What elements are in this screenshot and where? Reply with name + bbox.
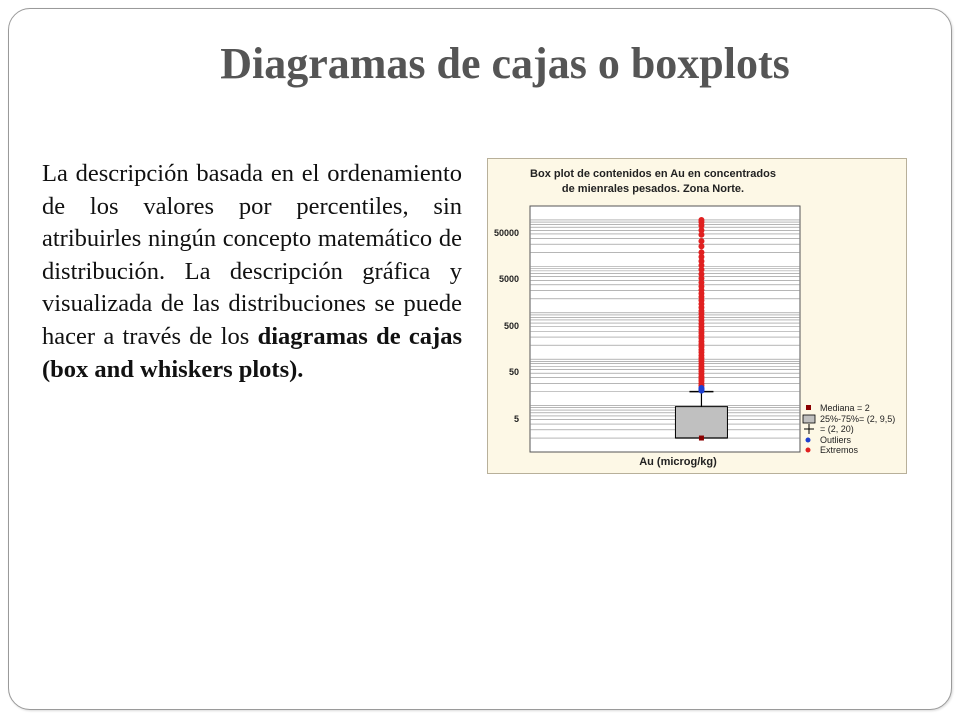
extreme-point bbox=[698, 238, 704, 244]
legend-symbol bbox=[802, 403, 816, 413]
iqr-box bbox=[675, 407, 727, 438]
legend-label: 25%-75%= (2, 9,5) bbox=[820, 413, 896, 424]
y-tick-label: 500 bbox=[503, 320, 519, 331]
legend-symbol bbox=[802, 414, 816, 424]
x-axis-label: Au (microg/kg) bbox=[639, 456, 717, 468]
y-tick-label: 5000 bbox=[498, 274, 519, 285]
figure-title-line-1: Box plot de contenidos en Au en concentrados bbox=[530, 168, 776, 180]
extreme-point bbox=[698, 249, 704, 255]
y-tick-label: 5 bbox=[513, 413, 519, 424]
legend-symbol bbox=[802, 435, 816, 445]
figure-title-line-2: de mienrales pesados. Zona Norte. bbox=[561, 183, 745, 195]
body-paragraph bbox=[42, 158, 462, 386]
plot-area bbox=[530, 206, 800, 452]
chart-legend bbox=[802, 403, 907, 456]
legend-label: = (2, 20) bbox=[820, 424, 854, 434]
legend-label: Outliers bbox=[820, 434, 852, 445]
median-marker bbox=[699, 436, 704, 441]
legend-entry bbox=[802, 445, 907, 456]
legend-entry bbox=[802, 403, 907, 414]
body-text-normal: La descripción basada en el ordenamiento de los valores por percentiles, sin atribuirles ningún concepto matemático de distribución. La descripción gráfica y visualizada de las distribuciones se puede hacer a través de los bbox=[42, 160, 462, 350]
extreme-point bbox=[698, 243, 704, 249]
body-text-bold: diagramas de cajas (box and whiskers plots). bbox=[42, 322, 462, 383]
y-tick-label: 50000 bbox=[493, 227, 519, 238]
legend-symbol bbox=[802, 424, 816, 434]
figure-title bbox=[488, 167, 818, 197]
legend-symbol bbox=[802, 445, 816, 455]
y-tick-label: 50 bbox=[508, 367, 519, 378]
legend-label: Mediana = 2 bbox=[820, 403, 870, 413]
slide-title: Diagramas de cajas o boxplots bbox=[220, 39, 790, 88]
outlier-point bbox=[698, 385, 704, 391]
extreme-point bbox=[698, 217, 704, 223]
legend-entry bbox=[802, 414, 907, 425]
boxplot-figure bbox=[487, 158, 907, 474]
legend-label: Extremos bbox=[820, 445, 859, 455]
legend-entry bbox=[802, 435, 907, 446]
legend-entry bbox=[802, 424, 907, 435]
